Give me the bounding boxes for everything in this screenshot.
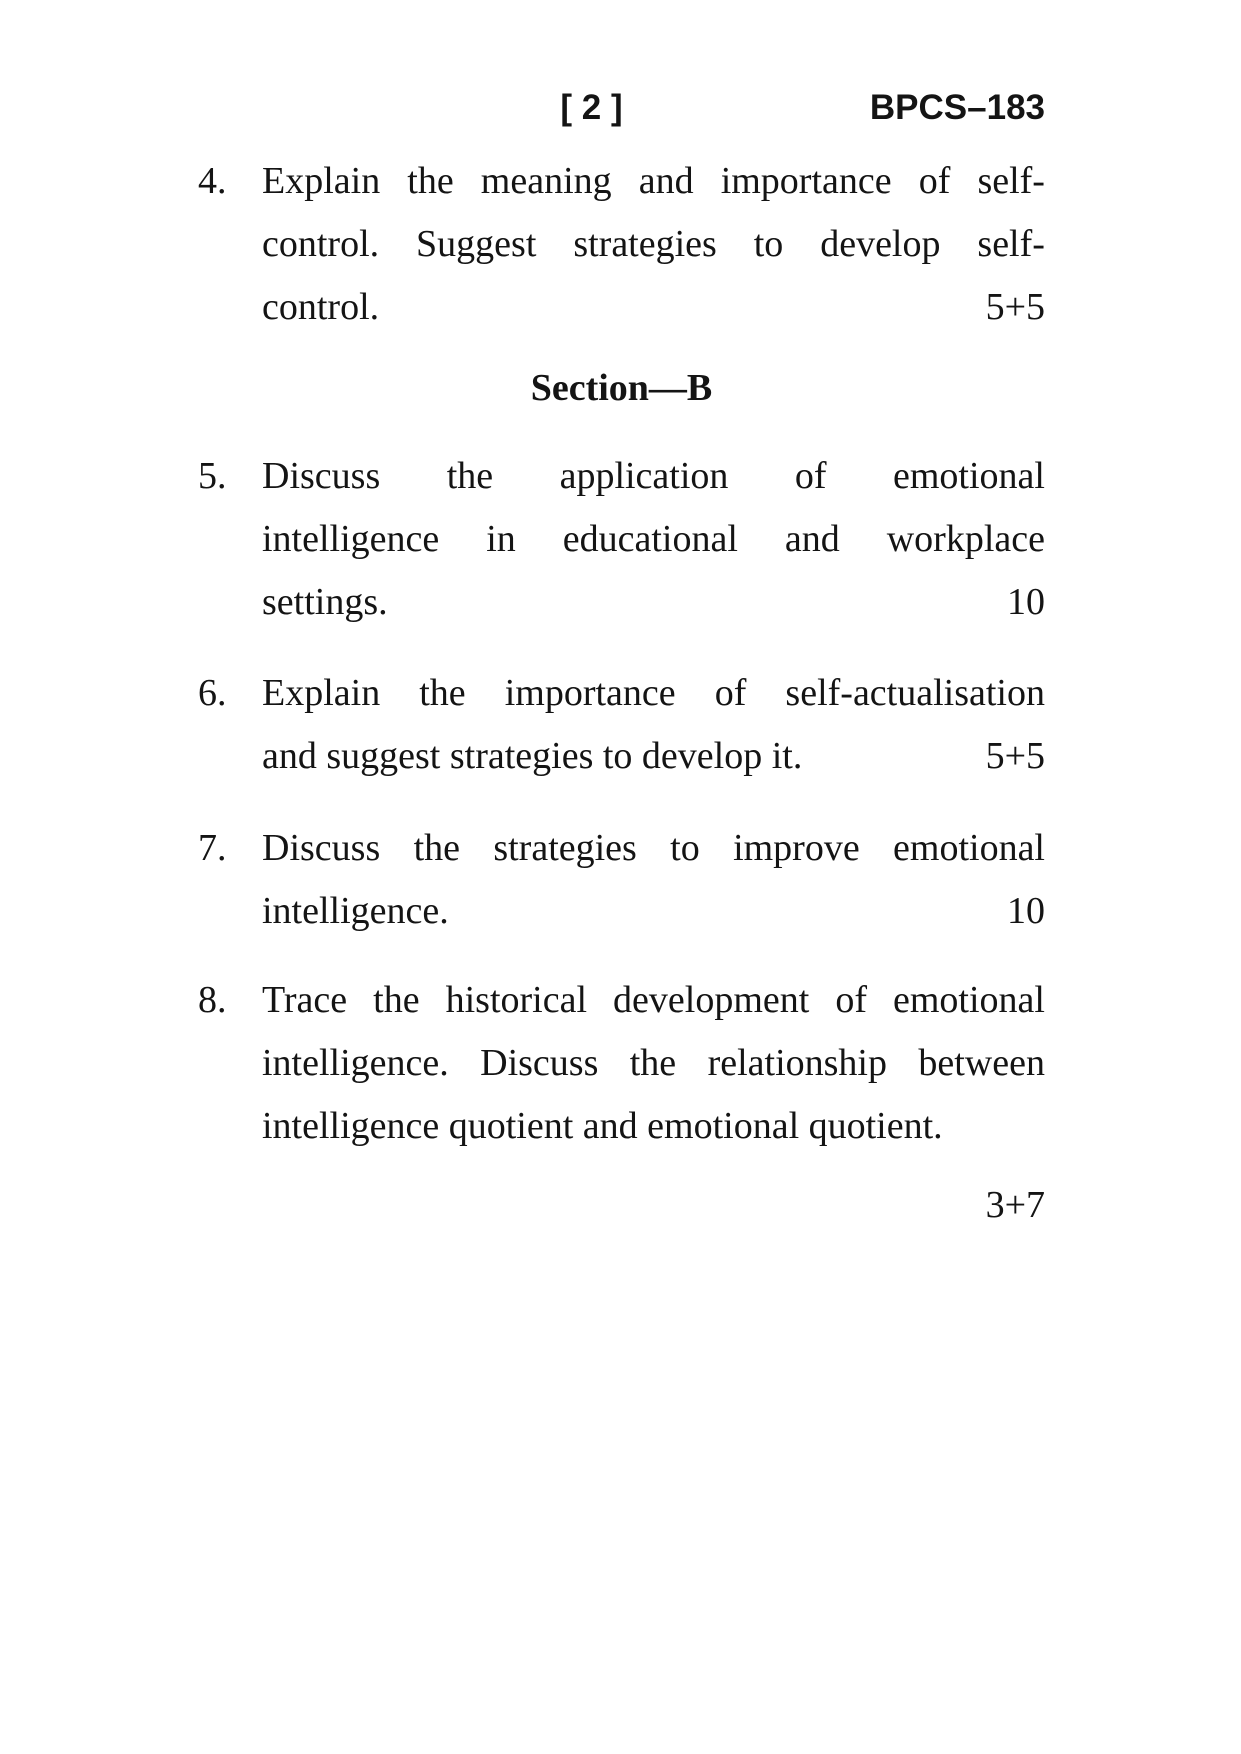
question-body <box>262 969 1045 1158</box>
question-body <box>262 817 1045 943</box>
question-text-line: Explain the importance of self-actualisation <box>262 672 1045 714</box>
question-body <box>262 150 1045 339</box>
question-body <box>262 662 1045 788</box>
question-5 <box>198 445 1045 634</box>
question-8-marks: 3+7 <box>985 1184 1045 1226</box>
question-text-line: intelligence quotient and emotional quotient. <box>262 1105 943 1147</box>
question-text-line: intelligence in educational and workplace <box>262 518 1045 560</box>
question-text-line: Discuss the strategies to improve emotional <box>262 827 1045 869</box>
question-text-line: and suggest strategies to develop it. <box>262 735 803 777</box>
question-last-line <box>262 571 1045 634</box>
question-marks: 10 <box>1007 890 1045 932</box>
question-last-line <box>262 276 1045 339</box>
question-8 <box>198 969 1045 1158</box>
question-text-line: control. Suggest strategies to develop self- <box>262 223 1045 265</box>
question-number: 7. <box>198 827 227 869</box>
page-header <box>198 76 1045 139</box>
question-text-line: Explain the meaning and importance of self- <box>262 160 1045 202</box>
question-marks: 5+5 <box>985 735 1045 777</box>
question-4 <box>198 150 1045 339</box>
question-last-line <box>262 880 1045 943</box>
question-marks: 5+5 <box>985 286 1045 328</box>
section-heading: Section—B <box>530 367 713 409</box>
question-number: 4. <box>198 160 227 202</box>
question-number: 8. <box>198 979 227 1021</box>
question-7 <box>198 817 1045 943</box>
question-text-line: Discuss the application of emotional <box>262 455 1045 497</box>
page-number: [ 2 ] <box>560 88 623 127</box>
question-6 <box>198 662 1045 788</box>
paper-code: BPCS–183 <box>869 88 1046 127</box>
question-text-line: Trace the historical development of emotional <box>262 979 1045 1021</box>
question-text-line: intelligence. <box>262 890 449 932</box>
question-text-line: intelligence. Discuss the relationship between <box>262 1042 1045 1084</box>
question-last-line <box>262 1095 1045 1158</box>
question-marks: 10 <box>1007 581 1045 623</box>
question-number: 5. <box>198 455 227 497</box>
question-last-line <box>262 725 1045 788</box>
question-body <box>262 445 1045 634</box>
question-number: 6. <box>198 672 227 714</box>
question-text-line: settings. <box>262 581 388 623</box>
question-text-line: control. <box>262 286 380 328</box>
